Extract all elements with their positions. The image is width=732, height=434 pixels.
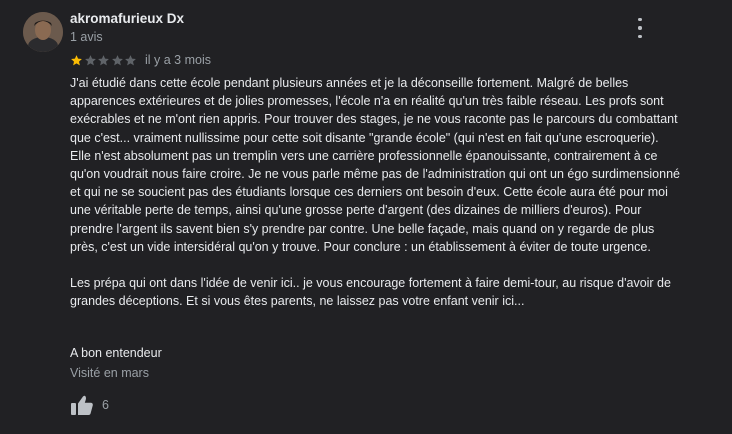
avatar-image <box>23 12 63 52</box>
menu-dot <box>638 35 641 38</box>
star-filled-icon <box>70 54 83 67</box>
review-paragraph: J'ai étudié dans cette école pendant plusieurs années et je la déconseille fortement. Malgré de belles apparences extérieures et de jolies promesses, l'école n'a en réalité qu'un très faible réseau. Les profs sont exécrables et ne m'ont rien appris. Pour trouver des stages, je ne vous raconte pas le parcours du combattant que c'est... vraiment nullissime pour cette soit disante "grande école" (qui n'est en fait qu'une escroquerie). Elle n'est absolument pas un tremplin vers une carrière professionnelle épanouissante, contrairement à ce qu'on voudrait nous faire croire. Je ne vous parle même pas de l'administration qui ont un égo surdimensionné et qui ne se soucient pas des étudiants lorsque ces derniers ont besoin d'eux. Cette école aura été pour moi une véritable perte de temps, ainsi qu'une grosse perte d'argent (des dizaines de milliers d'euros). Pour prendre l'argent ils savent bien s'y prendre par contre. Une belle façade, mais quand on y regarde de plus près, c'est un vide intersidéral qu'on y trouve. Pour conclure : un établissement à éviter de toute urgence. <box>70 76 680 254</box>
review-text <box>70 74 680 310</box>
star-empty-icon <box>124 54 137 67</box>
star-rating <box>70 54 137 67</box>
menu-dot <box>638 18 641 21</box>
like-count: 6 <box>102 398 109 412</box>
star-empty-icon <box>111 54 124 67</box>
visit-date: Visité en mars <box>70 366 149 380</box>
avatar[interactable] <box>23 12 63 52</box>
like-button[interactable] <box>70 394 109 416</box>
reviewer-name[interactable]: akromafurieux Dx <box>70 11 185 26</box>
review-count: 1 avis <box>70 30 103 44</box>
star-empty-icon <box>97 54 110 67</box>
rating-row <box>70 53 211 67</box>
menu-dot <box>638 26 641 29</box>
review-sign-off: A bon entendeur <box>70 346 162 360</box>
review-paragraph: Les prépa qui ont dans l'idée de venir ici.. je vous encourage fortement à faire demi-tour, au risque d'avoir de grandes déceptions. Et si vous êtes parents, ne laissez pas votre enfant venir ici... <box>70 276 671 309</box>
thumb-up-icon <box>70 394 94 416</box>
star-empty-icon <box>84 54 97 67</box>
review-date: il y a 3 mois <box>145 53 211 67</box>
more-options-icon[interactable] <box>632 18 648 38</box>
